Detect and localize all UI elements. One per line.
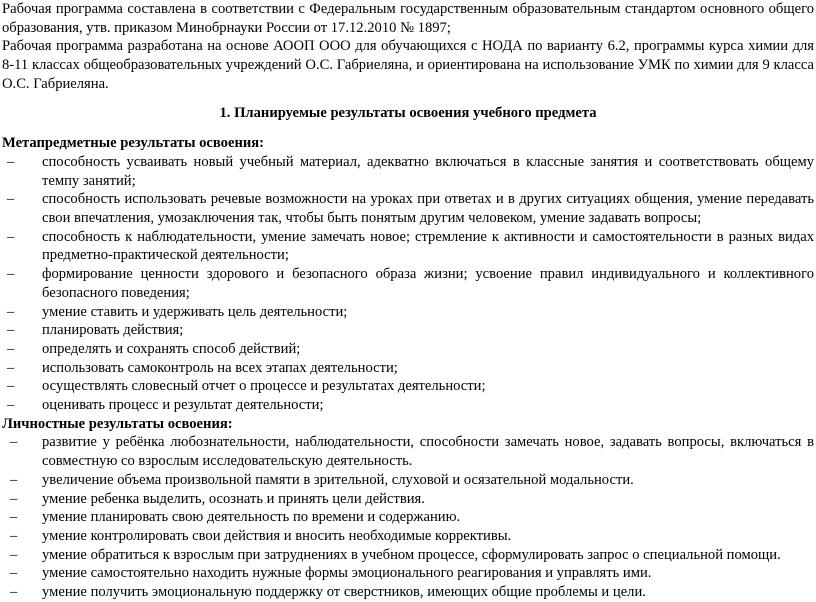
dash-marker: –	[7, 340, 15, 357]
dash-marker: –	[7, 228, 15, 245]
dash-marker: –	[10, 509, 18, 526]
list-item: – определять и сохранять способ действий;	[7, 340, 301, 357]
list-item: – использовать самоконтроль на всех этапах деятельности;	[7, 359, 398, 376]
list-item: – умение получить эмоциональную поддержку от сверстников, имеющих общие проблемы и цели.	[10, 584, 646, 601]
list-item: – способность усваивать новый учебный материал, адекватно включаться в классные занятия и соответствовать общему темпу занятий;	[7, 153, 814, 189]
list-item: – умение контролировать свои действия и вносить необходимые коррективы.	[10, 527, 512, 544]
list-item: – умение самостоятельно находить нужные формы эмоционального реагирования и управлять ими.	[10, 565, 652, 582]
list-item: – формирование ценности здорового и безопасного образа жизни; усвоение правил индивидуального и коллективного безопасного поведения;	[7, 266, 814, 301]
list-item: – умение ставить и удерживать цель деятельности;	[7, 303, 348, 320]
list-item: – развитие у ребёнка любознательности, наблюдательности, способности замечать новое, задавать вопросы, включаться в совместную со взрослым исследовательскую деятельность.	[10, 434, 814, 470]
dash-marker: –	[10, 584, 18, 601]
dash-marker: –	[7, 266, 15, 283]
list-item: – увеличение объема произвольной памяти в зрительной, слуховой и осязательной модальности.	[10, 471, 634, 488]
dash-marker: –	[10, 565, 18, 582]
list-item: – планировать действия;	[7, 322, 184, 339]
dash-marker: –	[10, 546, 18, 563]
dash-marker: –	[10, 471, 18, 488]
intro-paragraph-1: Рабочая программа составлена в соответствии с Федеральным государственным образовательным стандартом основного общего образования, утв. приказом Минобрнауки России от 17.12.2010 № 1897;	[2, 1, 814, 36]
list-item: – умение обратиться к взрослым при затруднениях в учебном процессе, сформулировать запрос о специальной помощи.	[10, 546, 781, 563]
personal-list	[2, 433, 814, 601]
dash-marker: –	[7, 191, 15, 208]
section-heading: 1. Планируемые результаты освоения учебного предмета	[219, 104, 597, 121]
list-item: – способность к наблюдательности, умение замечать новое; стремление к активности и самостоятельности в разных видах предметно-практической деятельности;	[7, 228, 814, 264]
list-item: – оценивать процесс и результат деятельности;	[7, 397, 324, 414]
intro-paragraph-2: Рабочая программа разработана на основе АООП ООО для обучающихся с НОДА по варианту 6.2, программы курса химии для 8-11 классах общеобразовательных учреждений О.С. Габриеляна, и ориентирована на использование УМК по химии для 9 класса О.С. Габриеляна.	[2, 38, 814, 92]
dash-marker: –	[7, 397, 15, 414]
metasubject-title: Метапредметные результаты освоения:	[2, 135, 265, 152]
dash-marker: –	[7, 359, 15, 376]
personal-title: Личностные результаты освоения:	[2, 415, 233, 432]
dash-marker: –	[7, 322, 15, 339]
list-item: – умение планировать свою деятельность по времени и содержанию.	[10, 509, 461, 526]
list-item: – осуществлять словесный отчет о процессе и результатах деятельности;	[7, 378, 486, 395]
metasubject-list	[2, 153, 814, 415]
dash-marker: –	[10, 490, 18, 507]
list-item: – умение ребенка выделить, осознать и принять цели действия.	[10, 490, 425, 507]
dash-marker: –	[7, 153, 15, 170]
dash-marker: –	[7, 378, 15, 395]
dash-marker: –	[7, 303, 15, 320]
dash-marker: –	[10, 434, 18, 451]
dash-marker: –	[10, 527, 18, 544]
list-item: – способность использовать речевые возможности на уроках при ответах и в других ситуациях общения, умение передавать свои впечатления, умозаключения так, чтобы быть понятым другим человеком, умение задавать вопросы;	[7, 191, 814, 227]
